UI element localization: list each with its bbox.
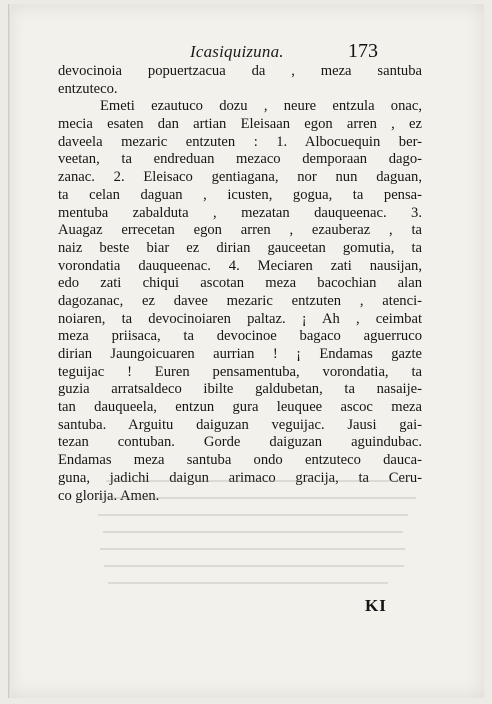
show-through-line [108, 582, 388, 584]
page-number: 173 [348, 40, 378, 62]
text-line: daveela mezaric entzuten : 1. Albocuequin ber- [58, 133, 422, 150]
text-line: dagozanac, ez davee mezaric entzuten , atenci- [58, 292, 422, 309]
show-through-text [8, 470, 484, 620]
text-line: teguijac ! Euren pensamentuba, vorondatia, ta [58, 363, 422, 380]
text-line: Emeti ezautuco dozu , neure entzula onac, [100, 98, 422, 115]
text-line: veetan, ta endreduan mezaco demporaan dago- [58, 151, 422, 168]
text-line: noiaren, ta devocinoiaren paltaz. ¡ Ah , ceimbat [58, 310, 422, 327]
show-through-line [96, 497, 416, 499]
show-through-line [104, 565, 404, 567]
text-line: santuba. Arguitu daiguzan veguijac. Jausi gai- [58, 416, 422, 433]
text-line: Auagaz errecetan egon arren , ezauberaz , ta [58, 222, 422, 239]
text-line: guna, jadichi daigun arimaco gracija, ta Ceru- [58, 469, 422, 486]
text-line: zanac. 2. Eleisaco gentiagana, nor nun daguan, [58, 169, 422, 186]
show-through-line [98, 514, 408, 516]
body-text [58, 63, 422, 505]
text-line: naiz beste biar ez dirian gauceetan gomutia, ta [58, 239, 422, 256]
text-line: guzia arratsaldeco ibilte galdubetan, ta nasaije- [58, 381, 422, 398]
book-page [8, 4, 484, 698]
text-line: ta celan daguan , icusten, gogua, ta pensa- [58, 186, 422, 203]
text-line: Endamas meza santuba ondo entzuteco dauca- [58, 452, 422, 469]
text-line: co glorija. Amen. [58, 487, 160, 504]
text-line: entzuteco. [58, 80, 118, 97]
show-through-line [100, 548, 405, 550]
signature-mark: KI [365, 596, 387, 615]
text-line: meza priisaca, ta devocinoe bagaco aguerruco [58, 328, 422, 345]
text-line: tezan contuban. Gorde daiguzan aguindubac. [58, 434, 422, 451]
text-line: mentuba zabalduta , mezatan dauqueenac. 3. [58, 204, 422, 221]
text-line: devocinoia popuertzacua da , meza santuba [58, 63, 422, 79]
show-through-line [103, 531, 403, 533]
running-title: Icasiquizuna. [190, 42, 284, 61]
text-line: mecia esaten dan artian Eleisaan egon arren , ez [58, 116, 422, 133]
text-line: tan dauqueela, entzun gura leuquee ascoc meza [58, 399, 422, 416]
text-line: vorondatia dauqueenac. 4. Meciaren zati nausijan, [58, 257, 422, 274]
text-line: dirian Jaungoicuaren aurrian ! ¡ Endamas gazte [58, 346, 422, 362]
text-line: edo zati chiqui ascotan meza bacochian alan [58, 275, 422, 292]
show-through-line [106, 480, 406, 482]
